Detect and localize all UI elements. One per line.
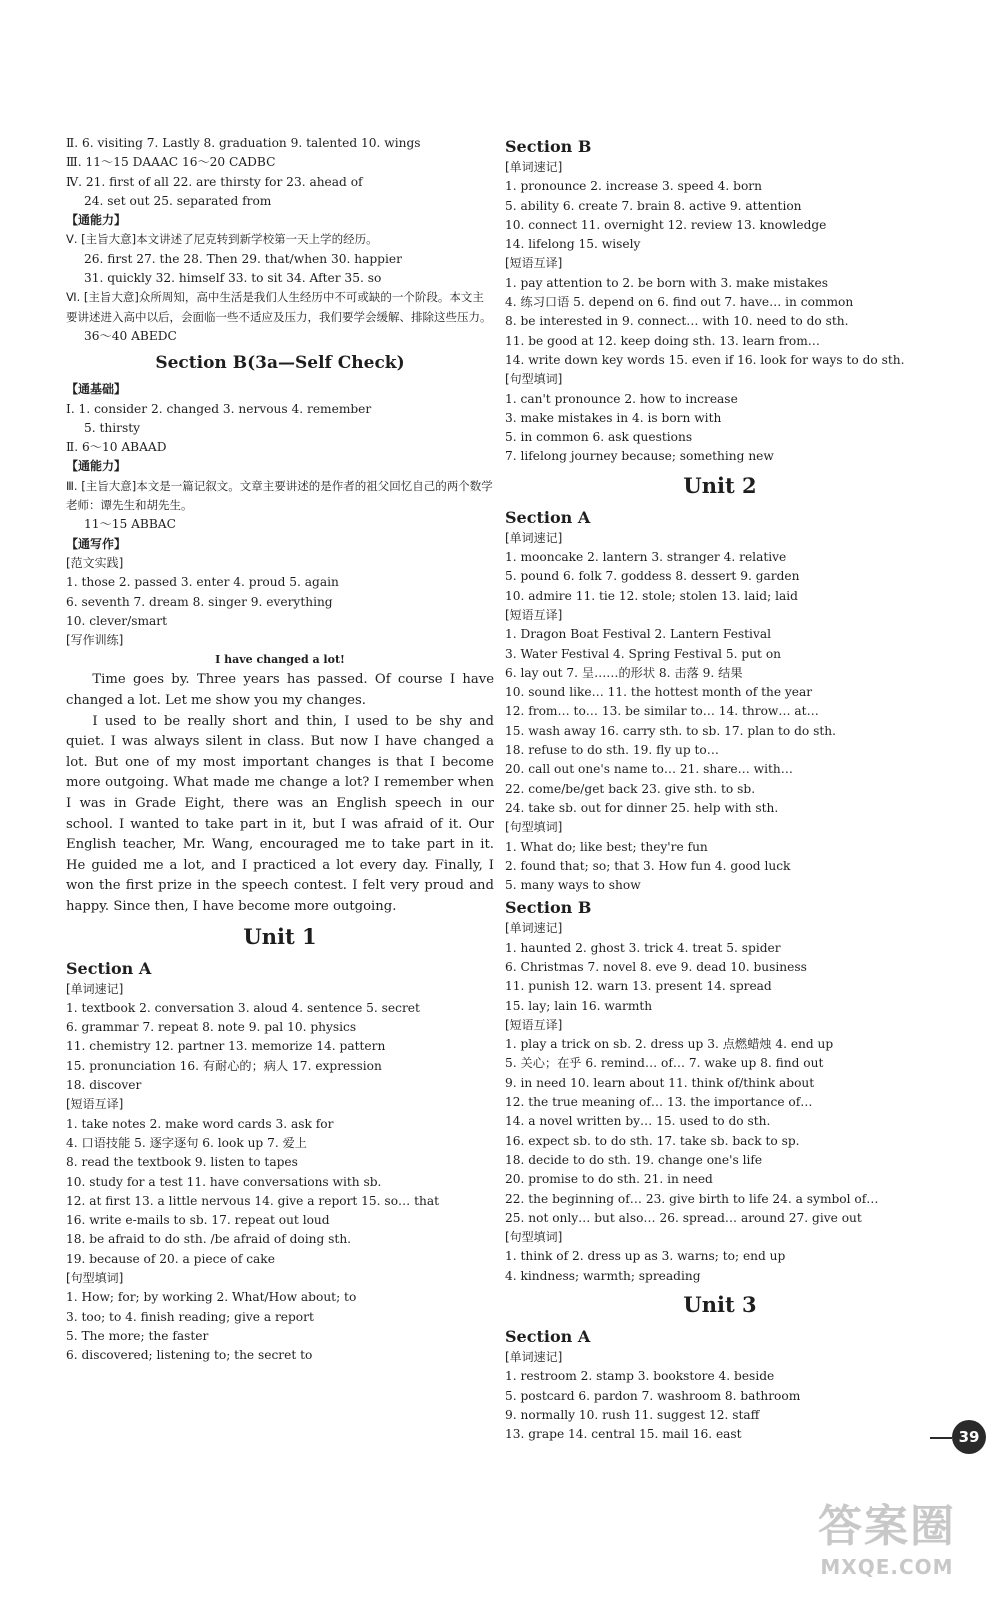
answer-line: 31. quickly 32. himself 33. to sit 34. After 35. so (84, 271, 382, 286)
answer-line: 18. decide to do sth. 19. change one's life (505, 1152, 763, 1167)
section-tag: 【通能力】 (66, 213, 127, 228)
answer-line: 1. can't pronounce 2. how to increase (505, 391, 738, 406)
answer-line: 10. connect 11. overnight 12. review 13. knowledge (505, 217, 827, 232)
answer-line: Ⅲ. 11～15 DAAAC 16～20 CADBC (66, 155, 276, 170)
answer-line: 5. The more; the faster (66, 1328, 209, 1343)
answer-line: 10. admire 11. tie 12. stole; stolen 13. laid; laid (505, 588, 798, 603)
summary-line: Ⅴ. [主旨大意]本文讲述了尼克转到新学校第一天上学的经历。 (66, 232, 378, 247)
answer-line: 15. lay; lain 16. warmth (505, 998, 653, 1013)
answer-line: 1. play a trick on sb. 2. dress up 3. 点燃蜡烛 4. end up (505, 1037, 834, 1052)
answer-line: 8. be interested in 9. connect… with 10. need to do sth. (505, 314, 849, 329)
answer-line: 5. ability 6. create 7. brain 8. active 9. attention (505, 198, 802, 213)
answer-line: 22. come/be/get back 23. give sth. to sb. (505, 781, 756, 796)
answer-line: 22. the beginning of… 23. give birth to life 24. a symbol of… (505, 1191, 879, 1206)
answer-line: 18. refuse to do sth. 19. fly up to… (505, 743, 719, 758)
right-column (505, 134, 935, 1445)
answer-line: 6. grammar 7. repeat 8. note 9. pal 10. physics (66, 1020, 357, 1035)
answer-line: 4. 口语技能 5. 逐字逐句 6. look up 7. 爱上 (66, 1135, 307, 1150)
answer-line: 3. Water Festival 4. Spring Festival 5. put on (505, 646, 782, 661)
left-column (66, 134, 494, 1365)
answer-line: 6. discovered; listening to; the secret to (66, 1348, 313, 1363)
answer-line: 24. set out 25. separated from (84, 193, 272, 208)
section-tag: 【通基础】 (66, 382, 127, 397)
answer-line: 1. restroom 2. stamp 3. bookstore 4. beside (505, 1369, 775, 1384)
answer-line: 1. think of 2. dress up as 3. warns; to; end up (505, 1249, 786, 1264)
sub-heading: [写作训练] (66, 633, 124, 648)
essay-title: I have changed a lot! (215, 653, 345, 667)
answer-line: 11. punish 12. warn 13. present 14. spread (505, 979, 772, 994)
answer-line: 4. kindness; warmth; spreading (505, 1268, 701, 1283)
section-heading: Section B (505, 898, 592, 918)
answer-line: 1. those 2. passed 3. enter 4. proud 5. again (66, 575, 339, 590)
section-heading: Section A (505, 507, 591, 527)
answer-line: 1. How; for; by working 2. What/How about; to (66, 1290, 357, 1305)
answer-line: 5. 关心；在乎 6. remind… of… 7. wake up 8. find out (505, 1056, 824, 1071)
watermark-url: MXQE.COM (820, 1555, 954, 1579)
answer-line: 1. mooncake 2. lantern 3. stranger 4. relative (505, 550, 787, 565)
section-tag: 【通能力】 (66, 459, 127, 474)
sub-heading: [句型填词] (505, 1230, 563, 1245)
essay-paragraph: Time goes by. Three years has passed. Of course I have changed a lot. Let me show you my changes. (66, 672, 494, 709)
watermark-logo: 答案圈 (818, 1501, 956, 1552)
sub-heading: [单词速记] (66, 981, 124, 996)
answer-line: 5. in common 6. ask questions (505, 430, 693, 445)
answer-line: 8. read the textbook 9. listen to tapes (66, 1155, 298, 1170)
answer-line: 6. lay out 7. 呈……的形状 8. 击落 9. 结果 (505, 665, 743, 680)
section-heading: Section A (505, 1327, 591, 1347)
answer-line: 12. from… to… 13. be similar to… 14. throw… at… (505, 704, 819, 719)
answer-line: 1. haunted 2. ghost 3. trick 4. treat 5. spider (505, 940, 781, 955)
answer-line: 5. thirsty (84, 420, 141, 435)
sub-heading: [短语互译] (66, 1097, 124, 1112)
answer-line: 15. pronunciation 16. 有耐心的；病人 17. expression (66, 1058, 382, 1073)
answer-line: Ⅳ. 21. first of all 22. are thirsty for 23. ahead of (66, 174, 363, 189)
watermark (792, 1500, 982, 1590)
answer-line: 1. What do; like best; they're fun (505, 839, 708, 854)
answer-line: Ⅰ. 1. consider 2. changed 3. nervous 4. remember (66, 401, 372, 416)
unit-heading: Unit 1 (243, 923, 317, 949)
answer-line: 10. sound like… 11. the hottest month of the year (505, 685, 813, 700)
answer-line: 9. in need 10. learn about 11. think of/think about (505, 1075, 815, 1090)
unit-heading: Unit 3 (683, 1292, 757, 1318)
sub-heading: [短语互译] (505, 607, 563, 622)
sub-heading: [句型填词] (505, 372, 563, 387)
answer-line: 10. clever/smart (66, 613, 168, 628)
answer-line: 14. a novel written by… 15. used to do sth. (505, 1114, 771, 1129)
answer-line: 5. pound 6. folk 7. goddess 8. dessert 9. garden (505, 569, 800, 584)
sub-heading: [短语互译] (505, 256, 563, 271)
answer-line: 4. 练习口语 5. depend on 6. find out 7. have… in common (505, 295, 854, 310)
answer-line: 14. lifelong 15. wisely (505, 237, 641, 252)
answer-line: 3. too; to 4. finish reading; give a report (66, 1309, 314, 1324)
answer-line: 11～15 ABBAC (84, 517, 176, 532)
answer-line: 20. promise to do sth. 21. in need (505, 1172, 713, 1187)
answer-line: 13. grape 14. central 15. mail 16. east (505, 1427, 742, 1442)
answer-line: 2. found that; so; that 3. How fun 4. good luck (505, 858, 791, 873)
unit-heading: Unit 2 (683, 472, 757, 498)
answer-line: 5. many ways to show (505, 878, 641, 893)
answer-line: 1. pay attention to 2. be born with 3. make mistakes (505, 275, 828, 290)
answer-line: 20. call out one's name to… 21. share… with… (505, 762, 793, 777)
answer-line: 1. Dragon Boat Festival 2. Lantern Festival (505, 627, 772, 642)
answer-line: 15. wash away 16. carry sth. to sb. 17. plan to do sth. (505, 723, 837, 738)
answer-line: 6. Christmas 7. novel 8. eve 9. dead 10. business (505, 959, 807, 974)
answer-line: 5. postcard 6. pardon 7. washroom 8. bathroom (505, 1388, 801, 1403)
answer-line: 6. seventh 7. dream 8. singer 9. everything (66, 594, 333, 609)
answer-line: 16. write e-mails to sb. 17. repeat out loud (66, 1213, 330, 1228)
answer-line: 16. expect sb. to do sth. 17. take sb. back to sp. (505, 1133, 800, 1148)
answer-line: 10. study for a test 11. have conversations with sb. (66, 1174, 382, 1189)
answer-line: 25. not only… but also… 26. spread… around 27. give out (505, 1210, 862, 1225)
sub-heading: [短语互译] (505, 1017, 563, 1032)
answer-line: Ⅱ. 6. visiting 7. Lastly 8. graduation 9. talented 10. wings (66, 136, 421, 150)
answer-line: 18. discover (66, 1078, 142, 1093)
answer-line: Ⅱ. 6～10 ABAAD (66, 440, 167, 455)
page-number-dash (930, 1437, 952, 1439)
essay (66, 670, 494, 917)
answer-line: 7. lifelong journey because; something new (505, 449, 774, 464)
answer-line: 11. chemistry 12. partner 13. memorize 14. pattern (66, 1039, 386, 1054)
sub-heading: [句型填词] (66, 1271, 124, 1285)
answer-line: 14. write down key words 15. even if 16. look for ways to do sth. (505, 352, 905, 367)
answer-line: 3. make mistakes in 4. is born with (505, 410, 722, 425)
answer-line: 9. normally 10. rush 11. suggest 12. staff (505, 1407, 760, 1422)
sub-heading: [单词速记] (505, 530, 563, 545)
answer-line: 36～40 ABEDC (84, 328, 177, 343)
answer-line: 1. take notes 2. make word cards 3. ask for (66, 1116, 334, 1131)
answer-line: 19. because of 20. a piece of cake (66, 1251, 275, 1266)
answer-line: 1. pronounce 2. increase 3. speed 4. born (505, 179, 762, 194)
essay-paragraph: I used to be really short and thin, I used to be shy and quiet. I was always silent in class. But now I have changed a lot. But one of my most important changes is that I become more outgoing. What made me change a lot? I remember when I was in Grade Eight, there was an English speech in our school. I wanted to take part in it, but I was afraid of it. Our English teacher, Mr. Wang, encouraged me to take part in it. He guided me a lot, and I practiced a lot every day. Finally, I won the first prize in the speech contest. I felt very proud and happy. Since then, I have become more outgoing. (66, 713, 494, 914)
section-heading: Section B (505, 137, 592, 156)
sub-heading: [单词速记] (505, 160, 563, 174)
summary-paragraph: Ⅵ. [主旨大意]众所周知，高中生活是我们人生经历中不可或缺的一个阶段。本文主要讲述进入高中以后，会面临一些不适应及压力，我们要学会缓解、排除这些压力。 (66, 290, 492, 324)
section-heading: Section A (66, 958, 152, 978)
section-heading: Section B(3a—Self Check) (155, 353, 405, 374)
answer-line: 1. textbook 2. conversation 3. aloud 4. sentence 5. secret (66, 1000, 420, 1015)
page-number: 39 (952, 1420, 986, 1454)
section-tag: 【通写作】 (66, 536, 127, 551)
answer-line: 26. first 27. the 28. Then 29. that/when 30. happier (84, 251, 402, 266)
answer-line: 12. the true meaning of… 13. the importance of… (505, 1095, 813, 1110)
sub-heading: [单词速记] (505, 1350, 563, 1365)
answer-line: 11. be good at 12. keep doing sth. 13. learn from… (505, 333, 820, 348)
summary-paragraph: Ⅲ. [主旨大意]本文是一篇记叙文。文章主要讲述的是作者的祖父回忆自己的两个数学老师：谭先生和胡先生。 (66, 478, 493, 513)
answer-line: 18. be afraid to do sth. /be afraid of doing sth. (66, 1232, 352, 1247)
answer-line: 24. take sb. out for dinner 25. help with sth. (505, 800, 779, 815)
sub-heading: [单词速记] (505, 921, 563, 936)
sub-heading: [范文实践] (66, 555, 124, 570)
answer-line: 12. at first 13. a little nervous 14. give a report 15. so… that (66, 1193, 439, 1208)
sub-heading: [句型填词] (505, 820, 563, 835)
